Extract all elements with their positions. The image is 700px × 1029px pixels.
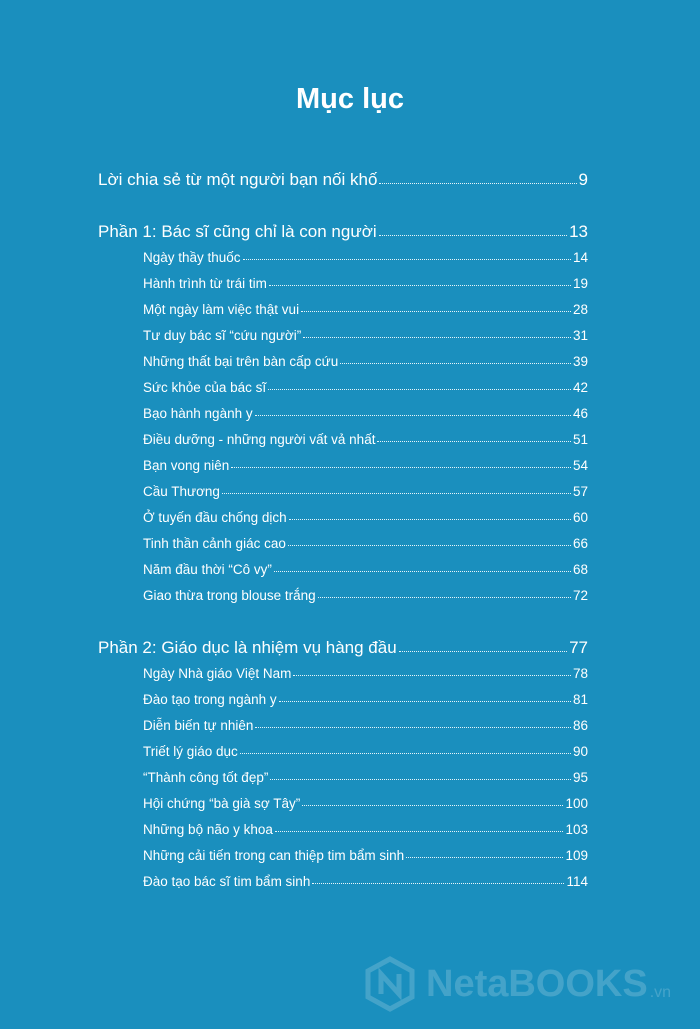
toc-entry-page: 72 bbox=[572, 588, 588, 603]
toc-entry-label: Lời chia sẻ từ một người bạn nối khố bbox=[98, 170, 378, 189]
toc-entry[interactable] bbox=[143, 588, 588, 603]
toc-entry-label: Đào tạo bác sĩ tim bẩm sinh bbox=[143, 874, 311, 889]
toc-entry-label: Điều dưỡng - những người vất vả nhất bbox=[143, 432, 376, 447]
toc-entry[interactable] bbox=[143, 328, 588, 343]
toc-part-2[interactable] bbox=[98, 638, 588, 658]
toc-entry[interactable] bbox=[143, 770, 588, 785]
toc-entry[interactable] bbox=[143, 380, 588, 395]
page-title: Mục lục bbox=[296, 83, 404, 115]
dot-leader bbox=[222, 493, 571, 494]
dot-leader bbox=[318, 597, 571, 598]
dot-leader bbox=[270, 779, 571, 780]
dot-leader bbox=[303, 337, 571, 338]
toc-entry-page: 66 bbox=[572, 536, 588, 551]
toc-entry-page: 100 bbox=[565, 796, 588, 811]
toc-entry-page: 13 bbox=[569, 222, 588, 241]
toc-entry-label: Tinh thần cảnh giác cao bbox=[143, 536, 286, 551]
toc-entry-label: Ở tuyến đầu chống dịch bbox=[143, 510, 287, 525]
toc-entry[interactable] bbox=[143, 276, 588, 291]
toc-entry-label: Hội chứng “bà già sợ Tây” bbox=[143, 796, 301, 811]
dot-leader bbox=[340, 363, 571, 364]
toc-entry-label: Sức khỏe của bác sĩ bbox=[143, 380, 267, 395]
toc-entry-page: 51 bbox=[572, 432, 588, 447]
dot-leader bbox=[243, 259, 571, 260]
toc-entry-label: Phần 2: Giáo dục là nhiệm vụ hàng đầu bbox=[98, 638, 397, 657]
dot-leader bbox=[279, 701, 571, 702]
toc-entry-label: Hành trình từ trái tim bbox=[143, 276, 267, 291]
toc-entry[interactable] bbox=[143, 406, 588, 421]
dot-leader bbox=[255, 415, 571, 416]
toc-entry-label: Phần 1: Bác sĩ cũng chỉ là con người bbox=[98, 222, 377, 241]
toc-entry-label: “Thành công tốt đẹp” bbox=[143, 770, 269, 785]
toc-entry-page: 86 bbox=[572, 718, 588, 733]
toc-entry-page: 60 bbox=[572, 510, 588, 525]
toc-entry-page: 31 bbox=[572, 328, 588, 343]
toc-entry-page: 114 bbox=[566, 874, 588, 889]
toc-entry-page: 57 bbox=[572, 484, 588, 499]
toc-entry-page: 68 bbox=[572, 562, 588, 577]
toc-entry-label: Triết lý giáo dục bbox=[143, 744, 238, 759]
dot-leader bbox=[293, 675, 571, 676]
watermark bbox=[362, 952, 671, 1016]
toc-entry-label: Đào tạo trong ngành y bbox=[143, 692, 277, 707]
toc-part-1[interactable] bbox=[98, 222, 588, 242]
toc-entry-page: 9 bbox=[578, 170, 588, 189]
toc-entry-intro[interactable] bbox=[98, 170, 588, 190]
toc-entry-page: 46 bbox=[572, 406, 588, 421]
toc-entry-label: Ngày thầy thuốc bbox=[143, 250, 241, 265]
toc-entry[interactable] bbox=[143, 848, 588, 863]
toc-entry-page: 14 bbox=[572, 250, 588, 265]
toc-entry[interactable] bbox=[143, 718, 588, 733]
toc-entry[interactable] bbox=[143, 250, 588, 265]
dot-leader bbox=[255, 727, 571, 728]
toc-entry[interactable] bbox=[143, 874, 588, 889]
toc-entry-page: 103 bbox=[565, 822, 588, 837]
toc-entry[interactable] bbox=[143, 432, 588, 447]
dot-leader bbox=[288, 545, 571, 546]
toc-entry[interactable] bbox=[143, 666, 588, 681]
toc-entry[interactable] bbox=[143, 744, 588, 759]
toc-entry-page: 19 bbox=[572, 276, 588, 291]
toc-entry[interactable] bbox=[143, 796, 588, 811]
dot-leader bbox=[406, 857, 563, 858]
toc-entry[interactable] bbox=[143, 510, 588, 525]
dot-leader bbox=[312, 883, 564, 884]
watermark-brand: NetaBOOKS bbox=[426, 962, 648, 1005]
toc-entry-page: 28 bbox=[572, 302, 588, 317]
toc-entry[interactable] bbox=[143, 302, 588, 317]
toc-entry-page: 77 bbox=[569, 638, 588, 657]
toc-entry-label: Những cải tiến trong can thiệp tim bẩm sinh bbox=[143, 848, 405, 863]
dot-leader bbox=[231, 467, 571, 468]
toc-entry-page: 109 bbox=[565, 848, 588, 863]
toc-entry-label: Giao thừa trong blouse trắng bbox=[143, 588, 316, 603]
toc-entry-label: Bạo hành ngành y bbox=[143, 406, 253, 421]
toc-entry-page: 81 bbox=[572, 692, 588, 707]
toc-entry-label: Ngày Nhà giáo Việt Nam bbox=[143, 666, 292, 681]
toc-entry[interactable] bbox=[143, 692, 588, 707]
toc-entry-label: Những thất bại trên bàn cấp cứu bbox=[143, 354, 339, 369]
netabooks-logo-icon bbox=[362, 956, 418, 1012]
toc-entry-label: Tư duy bác sĩ “cứu người” bbox=[143, 328, 302, 343]
toc-entry-label: Năm đầu thời “Cô vy” bbox=[143, 562, 272, 577]
toc-entry-page: 78 bbox=[572, 666, 588, 681]
toc-entry[interactable] bbox=[143, 536, 588, 551]
dot-leader bbox=[379, 183, 576, 184]
dot-leader bbox=[275, 831, 564, 832]
toc-entry[interactable] bbox=[143, 562, 588, 577]
toc-entry-label: Bạn vong niên bbox=[143, 458, 230, 473]
toc-entry-label: Diễn biến tự nhiên bbox=[143, 718, 254, 733]
watermark-tld: .vn bbox=[649, 984, 672, 1001]
toc-entry[interactable] bbox=[143, 822, 588, 837]
toc-entry-page: 39 bbox=[572, 354, 588, 369]
toc-entry[interactable] bbox=[143, 458, 588, 473]
dot-leader bbox=[301, 311, 571, 312]
dot-leader bbox=[399, 651, 567, 652]
toc-entry-page: 90 bbox=[572, 744, 588, 759]
toc-entry-page: 54 bbox=[572, 458, 588, 473]
toc-entry-label: Những bộ não y khoa bbox=[143, 822, 273, 837]
dot-leader bbox=[379, 235, 567, 236]
dot-leader bbox=[302, 805, 563, 806]
dot-leader bbox=[268, 389, 571, 390]
toc-entry-label: Cầu Thương bbox=[143, 484, 220, 499]
dot-leader bbox=[269, 285, 571, 286]
dot-leader bbox=[377, 441, 571, 442]
toc-entry-page: 95 bbox=[572, 770, 588, 785]
toc-entry-label: Một ngày làm việc thật vui bbox=[143, 302, 300, 317]
toc-entry[interactable] bbox=[143, 354, 588, 369]
dot-leader bbox=[240, 753, 571, 754]
toc-entry-page: 42 bbox=[572, 380, 588, 395]
dot-leader bbox=[274, 571, 571, 572]
toc-entry[interactable] bbox=[143, 484, 588, 499]
dot-leader bbox=[289, 519, 571, 520]
